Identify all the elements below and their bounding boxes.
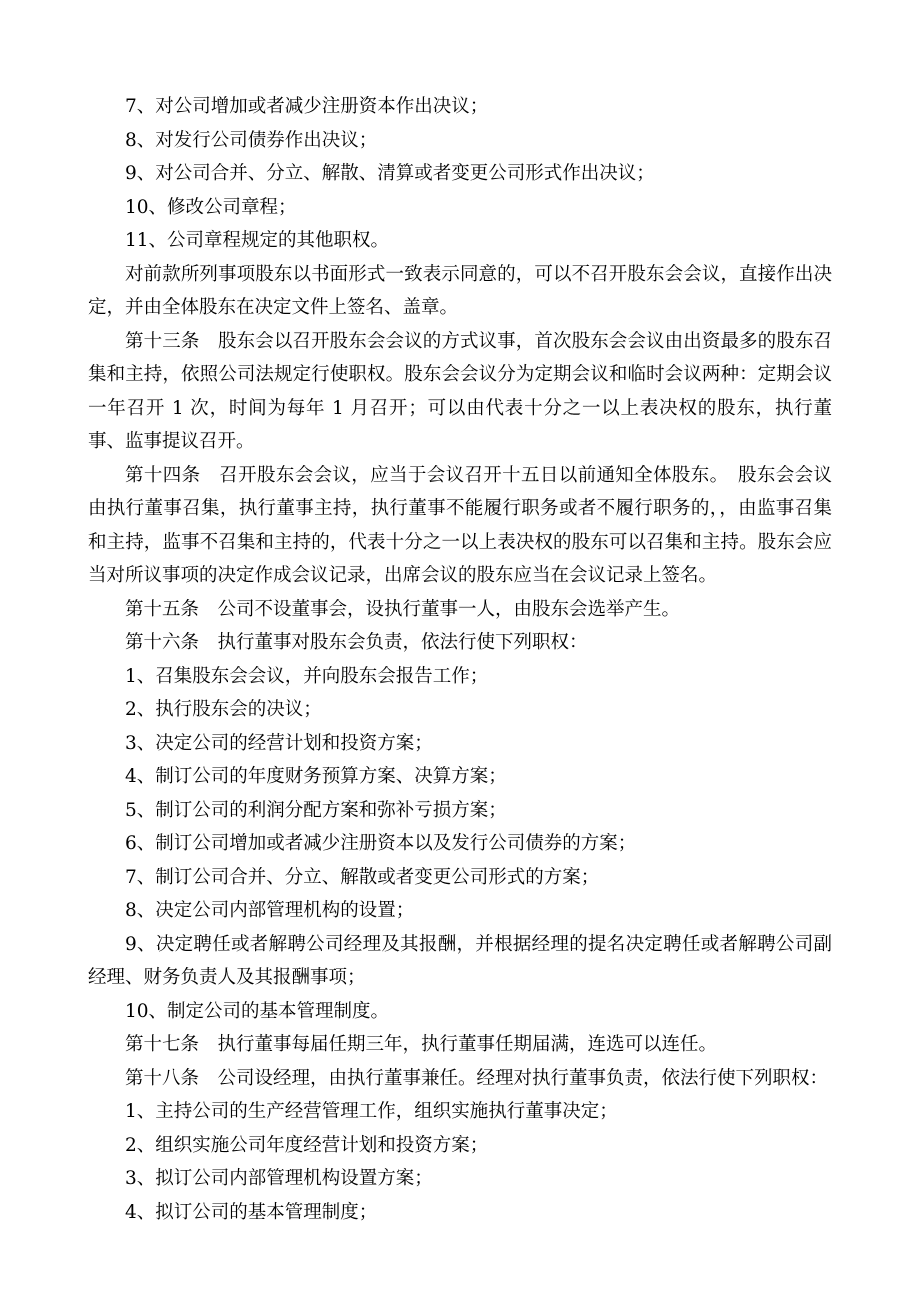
article-16: 第十六条 执行董事对股东会负责，依法行使下列职权： bbox=[125, 632, 588, 653]
clause-item-11-other-powers: 11、公司章程规定的其他职权。 bbox=[125, 230, 390, 251]
director-power-8: 8、决定公司内部管理机构的设置； bbox=[125, 900, 415, 921]
director-power-7: 7、制订公司合并、分立、解散或者变更公司形式的方案； bbox=[125, 866, 600, 888]
manager-power-4: 4、拟订公司的基本管理制度； bbox=[125, 1201, 378, 1223]
clause-item-10-amend-articles: 10、修改公司章程； bbox=[125, 196, 297, 218]
manager-power-3: 3、拟订公司内部管理机构设置方案； bbox=[125, 1168, 433, 1189]
director-power-2: 2、执行股东会的决议； bbox=[125, 699, 322, 720]
director-power-1: 1、召集股东会会议，并向股东会报告工作； bbox=[125, 665, 489, 687]
director-power-4: 4、制订公司的年度财务预算方案、决算方案； bbox=[125, 766, 507, 787]
article-14: 第十四条 召开股东会会议，应当于会议召开十五日以前通知全体股东。 股东会会议由执行董事召集，执行董事主持，执行董事不能履行职务或者不履行职务的，，由监事召集和主持，监事不召集和主持的，代表十分之一以上表决权的股东可以召集和主持。股东会应当对所议事项的决定作成会议记录，出席会议的股东应当在会议记录上签名。 bbox=[88, 464, 832, 586]
article-15: 第十五条 公司不设董事会，设执行董事一人，由股东会选举产生。 bbox=[125, 598, 681, 620]
director-power-10: 10、制定公司的基本管理制度。 bbox=[125, 1000, 390, 1022]
director-power-6: 6、制订公司增加或者减少注册资本以及发行公司债券的方案； bbox=[125, 833, 637, 854]
clause-item-7-increase-capital: 7、对公司增加或者减少注册资本作出决议； bbox=[125, 96, 489, 117]
manager-power-1: 1、主持公司的生产经营管理工作，组织实施执行董事决定； bbox=[125, 1101, 618, 1122]
article-17: 第十七条 执行董事每届任期三年，执行董事任期届满，连选可以连任。 bbox=[125, 1034, 718, 1055]
written-consent-paragraph: 对前款所列事项股东以书面形式一致表示同意的，可以不召开股东会会议，直接作出决定，并由全体股东在决定文件上签名、盖章。 bbox=[88, 263, 832, 318]
article-13: 第十三条 股东会以召开股东会会议的方式议事，首次股东会会议由出资最多的股东召集和主持，依照公司法规定行使职权。股东会会议分为定期会议和临时会议两种：定期会议一年召开 1 次，时间为每年 1 月召开；可以由代表十分之一以上表决权的股东，执行董事、监事提议召开。 bbox=[88, 330, 832, 452]
clause-item-9-merger: 9、对公司合并、分立、解散、清算或者变更公司形式作出决议； bbox=[125, 163, 655, 184]
director-power-3: 3、决定公司的经营计划和投资方案； bbox=[125, 732, 433, 754]
clause-item-8-issue-bonds: 8、对发行公司债券作出决议； bbox=[125, 129, 378, 151]
director-power-5: 5、制订公司的利润分配方案和弥补亏损方案； bbox=[125, 799, 507, 821]
article-18: 第十八条 公司设经理，由执行董事兼任。经理对执行董事负责，依法行使下列职权： bbox=[125, 1067, 829, 1089]
director-power-9: 9、决定聘任或者解聘公司经理及其报酬，并根据经理的提名决定聘任或者解聘公司副经理、财务负责人及其报酬事项； bbox=[88, 933, 832, 988]
manager-power-2: 2、组织实施公司年度经营计划和投资方案； bbox=[125, 1134, 489, 1156]
